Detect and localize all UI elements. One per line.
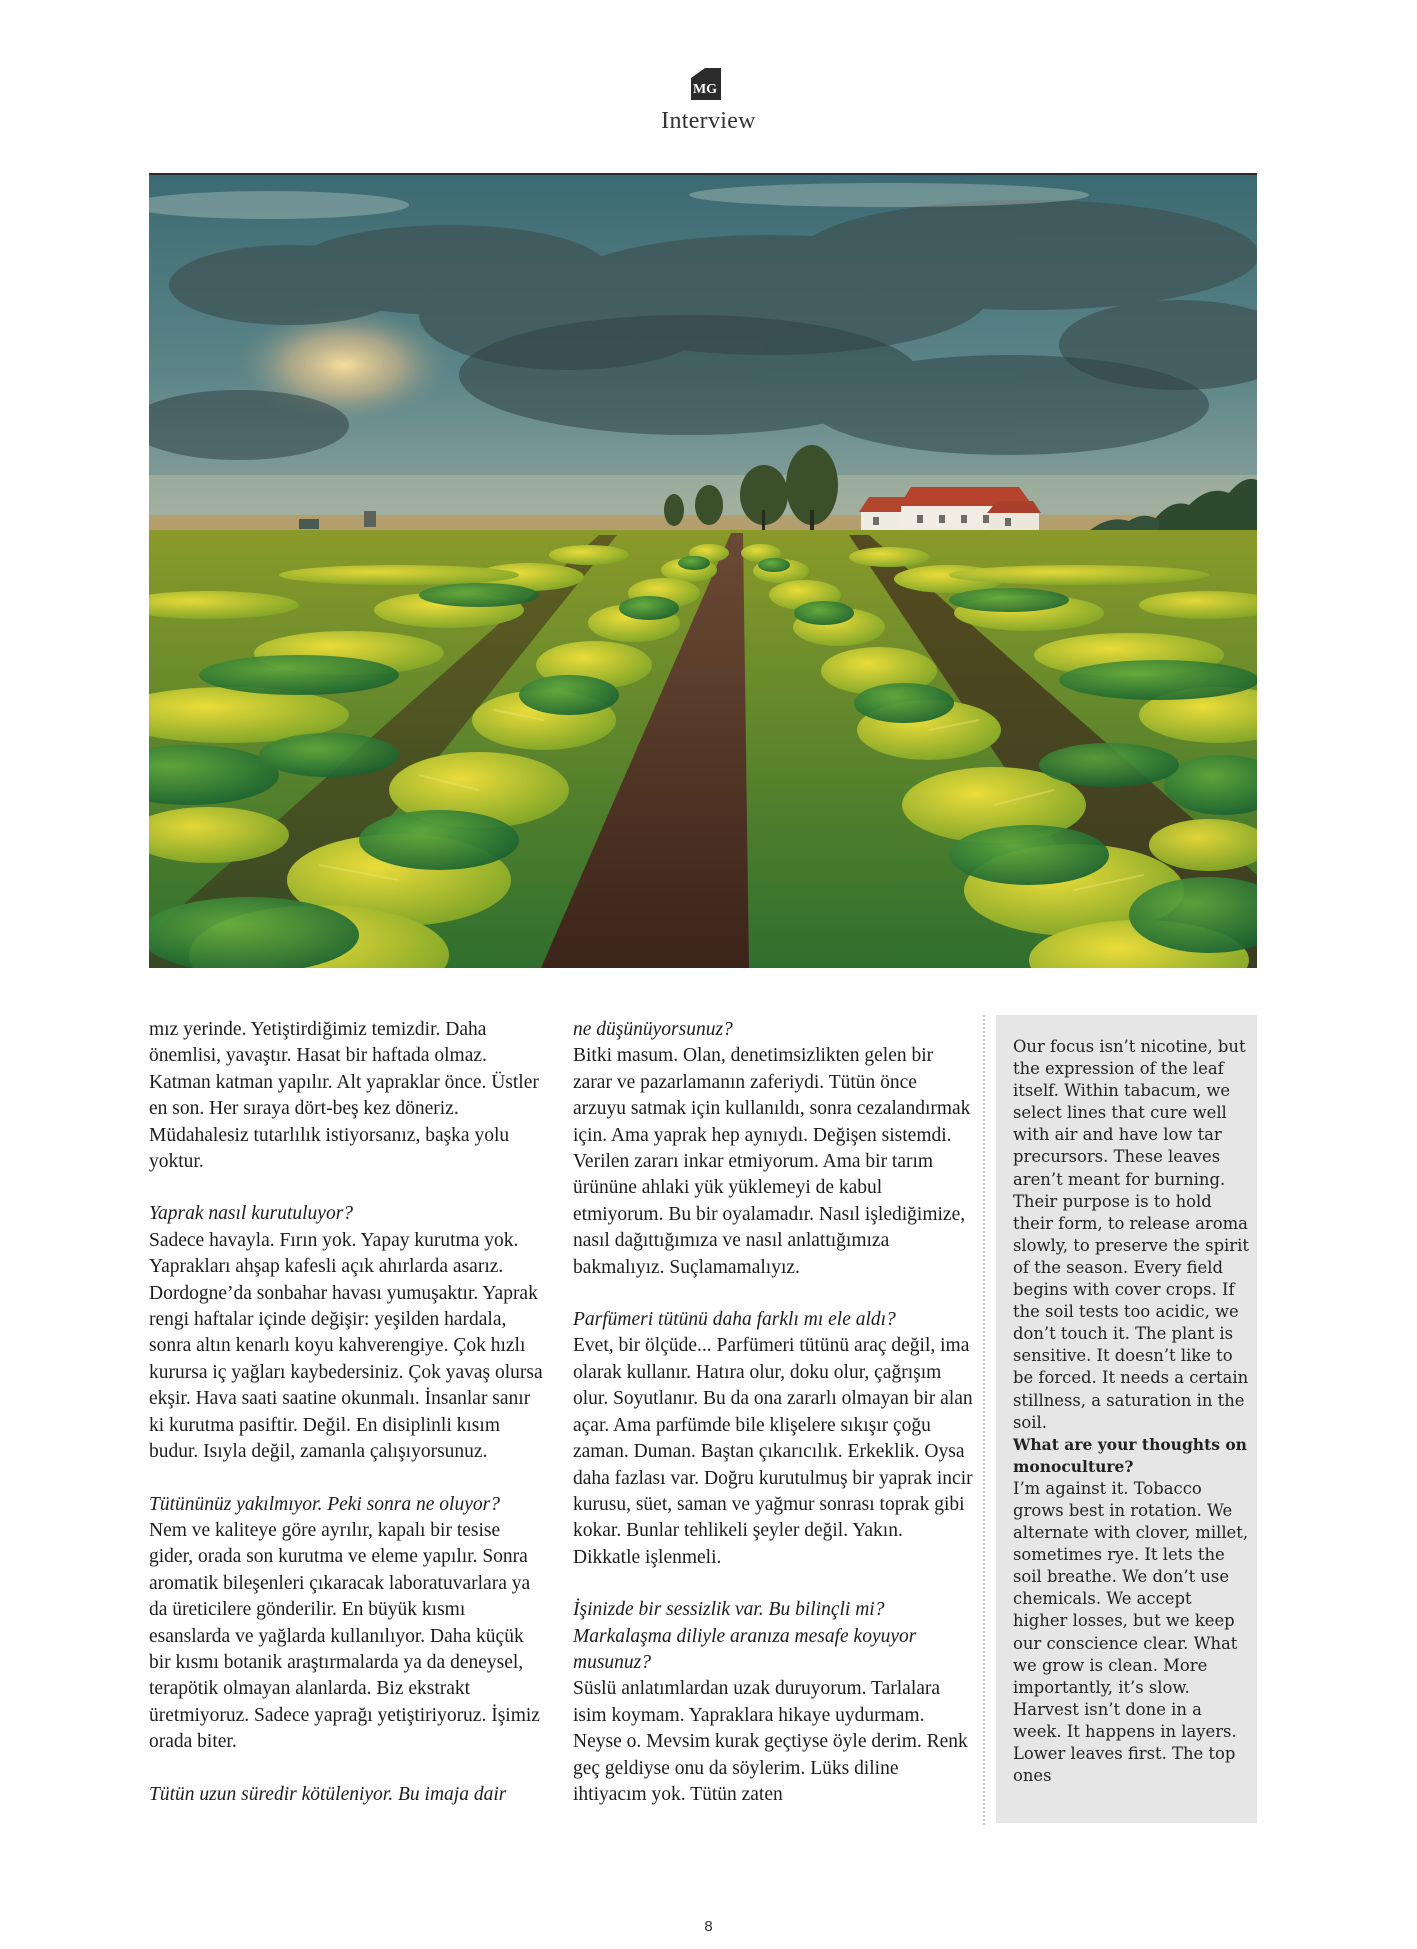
question-drying: Yaprak nasıl kurutuluyor? bbox=[149, 1203, 354, 1225]
question-image: Tütün uzun süredir kötüleniyor. Bu imaja dair bbox=[149, 1783, 507, 1805]
sidebar-answer: I’m against it. Tobacco grows best in rotation. We alternate with clover, millet, sometimes rye. It lets the soil breathe. We don’t use chemicals. We accept higher losses, but we keep our conscience clear. What we grow is clean. More importantly, it’s slow. Harvest isn’t done in a week. It happens in layers. Lower leaves first. The top ones bbox=[1013, 1478, 1249, 1786]
article-column-1 bbox=[149, 1017, 549, 1808]
question-perfumery: Parfümeri tütünü daha farklı mı ele aldı? bbox=[573, 1309, 896, 1331]
logo-text: MG bbox=[692, 82, 718, 97]
question-not-burned: Tütününüz yakılmıyor. Peki sonra ne oluyor? bbox=[149, 1493, 500, 1515]
sidebar-answer: Our focus isn’t nicotine, but the expression of the leaf itself. Within tabacum, we select lines that cure well with air and have low tar precursors. These leaves aren’t meant for burning. Their purpose is to hold their form, to release aroma slowly, to preserve the spirit of the season. Every field begins with cover crops. If the soil tests too acidic, we don’t touch it. The plant is sensitive. It doesn’t like to be forced. It needs a certain stillness, a saturation in the soil. bbox=[1013, 1037, 1249, 1432]
tobacco-field-photo bbox=[149, 175, 1257, 968]
answer-paragraph: mız yerinde. Yetiştirdiğimiz temizdir. Daha önemlisi, yavaştır. Hasat bir haftada olmaz. Katman katman yapılır. Alt yapraklar önce. Üstler en son. Her sıraya dört-beş kez döneriz. Müdahalesiz tutarlılık istiyorsanız, başka yolu yoktur. bbox=[149, 1019, 539, 1173]
answer-paragraph: Bitki masum. Olan, denetimsizlikten gelen bir zarar ve pazarlamanın zaferiydi. Tütün önce arzuyu satmak için kullanıldı, sonra cezalandırmak için. Ama yaprak hep aynıydı. Değişen sistemdi. Verilen zararı inkar etmiyorum. Ama bir tarım ürününe ahlaki yük yüklemeyi de kabul etmiyorum. Bu bir oyalamadır. Nasıl işlediğimize, nasıl dağıttığımıza ve nasıl anlattığımıza bakmalıyız. Suçlamamalıyız. bbox=[573, 1045, 971, 1278]
magazine-logo bbox=[683, 66, 723, 106]
article-column-2 bbox=[573, 1017, 973, 1808]
page-number: 8 bbox=[704, 1918, 713, 1935]
photo-illustration bbox=[149, 175, 1257, 968]
sidebar-question: What are your thoughts on monoculture? bbox=[1013, 1434, 1247, 1476]
answer-paragraph: Evet, bir ölçüde... Parfümeri tütünü araç değil, ima olarak kullanır. Hatıra olur, doku olur, çağrışım olur. Soyutlanır. Bu da ona zararlı olmayan bir alan açar. Ama parfümde bile klişelere sıkışır çoğu zaman. Duman. Baştan çıkarıcılık. Erkeklik. Oysa daha fazlası var. Doğru kurutulmuş bir yaprak incir kurusu, süet, saman ve yağmur sonrası toprak gibi kokar. Bunlar tehlikeli şeyler değil. Yakın. Dikkatle işlenmeli. bbox=[573, 1335, 973, 1568]
answer-paragraph: Nem ve kaliteye göre ayrılır, kapalı bir tesise gider, orada son kurutma ve eleme yapılır. Sonra aromatik bileşenleri çıkaracak laboratuvarlara ya da üreticilere gönderilir. En büyük kısmı esanslarda ve yağlarda kullanılıyor. Daha küçük bir kısmı botanik araştırmalarda ya da deneysel, terapötik olmayan alanlarda. Biz ekstrakt üretmiyoruz. Sadece yaprağı yetiştiriyoruz. İşimiz orada biter. bbox=[149, 1519, 540, 1753]
column-divider bbox=[983, 1015, 985, 1825]
answer-paragraph: Sadece havayla. Fırın yok. Yapay kurutma yok. Yaprakları ahşap kafesli açık ahırlarda asarız. Dordogne’da sonbahar havası yumuşaktır. Yaprak rengi haftalar içinde değişir: yeşilden hardala, sonra altın kenarlı koyu kahverengiye. Çok hızlı kurursa iç yağları kaybedersiniz. Çok yavaş olursa ekşir. Hava saati saatine okunmalı. İnsanlar sanır ki kurutma pasiftir. Değil. En disiplinli kısım budur. Isıyla değil, zamanla çalışıyorsunuz. bbox=[149, 1229, 543, 1463]
question-silence: İşinizde bir sessizlik var. Bu bilinçli mi? Markalaşma diliyle aranıza mesafe koyuyor musunuz? bbox=[573, 1599, 917, 1673]
answer-paragraph: Süslü anlatımlardan uzak duruyorum. Tarlalara isim koymam. Yapraklara hikaye uydurmam. Neyse o. Mevsim kurak geçtiyse öyle derim. Renk geç geldiyse onu da söylerim. Lüks diline ihtiyacım yok. Tütün zaten bbox=[573, 1678, 968, 1805]
sidebar-text bbox=[1013, 1036, 1251, 1787]
question-image-continued: ne düşünüyorsunuz? bbox=[573, 1019, 733, 1040]
section-label: Interview bbox=[661, 108, 756, 134]
